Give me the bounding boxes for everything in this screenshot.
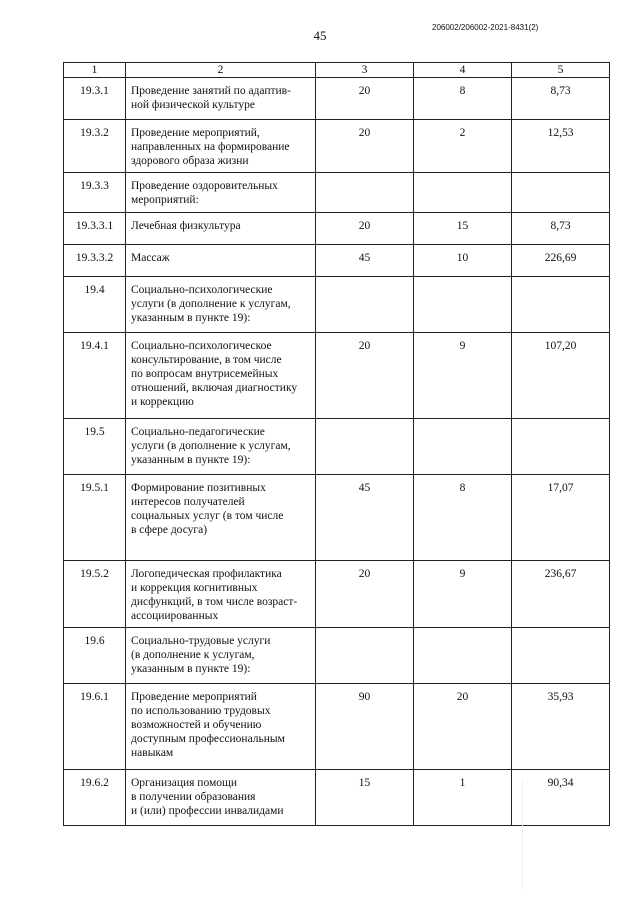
- value-col4: 15: [414, 213, 512, 245]
- value-col5: 17,07: [512, 475, 610, 561]
- value-col3: 20: [316, 78, 414, 120]
- value-col4: 2: [414, 120, 512, 173]
- value-col3: 20: [316, 333, 414, 419]
- column-header-1: 1: [64, 63, 126, 78]
- value-col3: [316, 628, 414, 684]
- value-col3: [316, 277, 414, 333]
- table-row: [64, 561, 610, 628]
- value-col4: 20: [414, 684, 512, 770]
- value-col3: 45: [316, 475, 414, 561]
- value-col4: [414, 277, 512, 333]
- row-number: 19.3.3.2: [64, 245, 126, 277]
- service-name: Проведение мероприятий, направленных на формирование здорового образа жизни: [126, 120, 316, 173]
- table-row: [64, 78, 610, 120]
- column-header-5: 5: [512, 63, 610, 78]
- value-col5: 226,69: [512, 245, 610, 277]
- services-table: [63, 62, 610, 826]
- value-col5: 12,53: [512, 120, 610, 173]
- service-name: Массаж: [126, 245, 316, 277]
- row-number: 19.6.2: [64, 770, 126, 826]
- row-number: 19.4.1: [64, 333, 126, 419]
- row-number: 19.3.3: [64, 173, 126, 213]
- table-row: [64, 770, 610, 826]
- value-col4: 8: [414, 78, 512, 120]
- value-col3: 20: [316, 213, 414, 245]
- value-col5: [512, 628, 610, 684]
- value-col5: 236,67: [512, 561, 610, 628]
- row-number: 19.5.2: [64, 561, 126, 628]
- row-number: 19.6: [64, 628, 126, 684]
- value-col5: [512, 419, 610, 475]
- row-number: 19.3.2: [64, 120, 126, 173]
- service-name: Проведение мероприятий по использованию трудовых возможностей и обучению доступным профессиональным навыкам: [126, 684, 316, 770]
- value-col3: 20: [316, 561, 414, 628]
- table-row: [64, 120, 610, 173]
- table-row: [64, 419, 610, 475]
- value-col5: 107,20: [512, 333, 610, 419]
- table-row: [64, 628, 610, 684]
- service-name: Проведение занятий по адаптив- ной физической культуре: [126, 78, 316, 120]
- table-header-row: [64, 63, 610, 78]
- value-col3: [316, 419, 414, 475]
- value-col3: 20: [316, 120, 414, 173]
- column-header-3: 3: [316, 63, 414, 78]
- column-header-4: 4: [414, 63, 512, 78]
- service-name: Лечебная физкультура: [126, 213, 316, 245]
- scan-artifact-line: [522, 780, 523, 890]
- row-number: 19.5: [64, 419, 126, 475]
- service-name: Логопедическая профилактика и коррекция когнитивных дисфункций, в том числе возраст- ассоциированных: [126, 561, 316, 628]
- value-col5: 90,34: [512, 770, 610, 826]
- value-col3: 15: [316, 770, 414, 826]
- service-name: Проведение оздоровительных мероприятий:: [126, 173, 316, 213]
- value-col5: 8,73: [512, 213, 610, 245]
- value-col5: [512, 277, 610, 333]
- value-col4: 8: [414, 475, 512, 561]
- service-name: Организация помощи в получении образования и (или) профессии инвалидами: [126, 770, 316, 826]
- value-col4: [414, 628, 512, 684]
- page-number: 45: [313, 28, 327, 43]
- value-col4: 1: [414, 770, 512, 826]
- value-col4: [414, 173, 512, 213]
- table-row: [64, 245, 610, 277]
- row-number: 19.6.1: [64, 684, 126, 770]
- value-col5: 8,73: [512, 78, 610, 120]
- value-col4: 9: [414, 561, 512, 628]
- value-col3: 45: [316, 245, 414, 277]
- table-row: [64, 684, 610, 770]
- value-col4: [414, 419, 512, 475]
- service-name: Социально-психологические услуги (в дополнение к услугам, указанным в пункте 19):: [126, 277, 316, 333]
- value-col4: 10: [414, 245, 512, 277]
- row-number: 19.5.1: [64, 475, 126, 561]
- table-row: [64, 173, 610, 213]
- table-row: [64, 277, 610, 333]
- service-name: Социально-педагогические услуги (в дополнение к услугам, указанным в пункте 19):: [126, 419, 316, 475]
- table-row: [64, 333, 610, 419]
- table-row: [64, 213, 610, 245]
- row-number: 19.4: [64, 277, 126, 333]
- value-col5: 35,93: [512, 684, 610, 770]
- value-col4: 9: [414, 333, 512, 419]
- table-row: [64, 475, 610, 561]
- service-name: Формирование позитивных интересов получателей социальных услуг (в том числе в сфере досуга): [126, 475, 316, 561]
- row-number: 19.3.3.1: [64, 213, 126, 245]
- value-col3: [316, 173, 414, 213]
- row-number: 19.3.1: [64, 78, 126, 120]
- column-header-2: 2: [126, 63, 316, 78]
- value-col5: [512, 173, 610, 213]
- service-name: Социально-психологическое консультирование, в том числе по вопросам внутрисемейных отношений, включая диагностику и коррекцию: [126, 333, 316, 419]
- document-code: 206002/206002-2021-8431(2): [432, 23, 539, 32]
- value-col3: 90: [316, 684, 414, 770]
- service-name: Социально-трудовые услуги (в дополнение к услугам, указанным в пункте 19):: [126, 628, 316, 684]
